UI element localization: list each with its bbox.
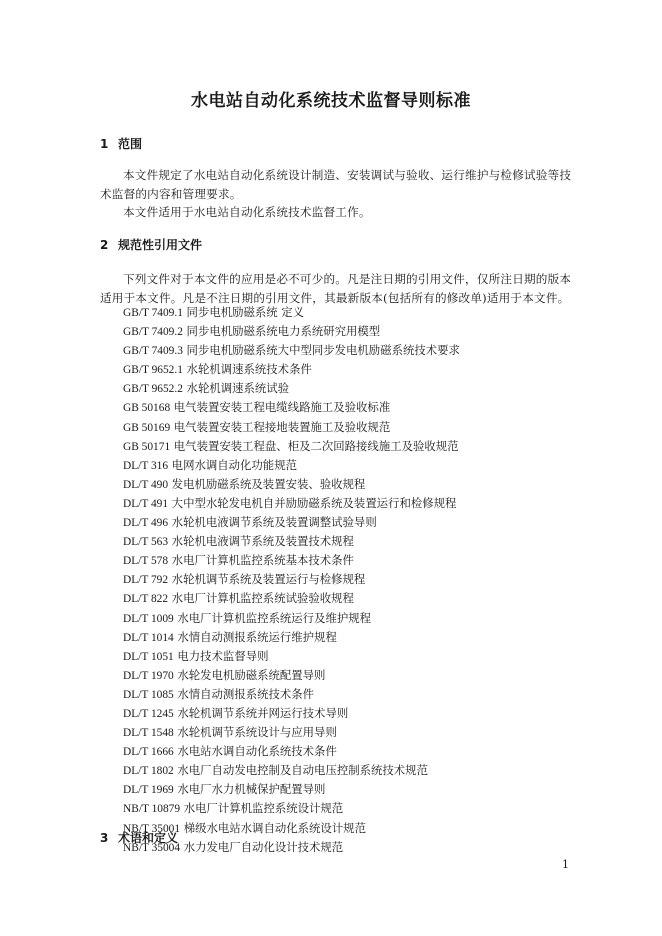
reference-code: GB/T 7409.2 <box>123 326 183 339</box>
reference-item <box>123 647 460 666</box>
reference-item <box>123 513 460 532</box>
reference-item <box>123 437 460 456</box>
reference-item <box>123 685 460 704</box>
reference-title: 同步电机励磁系统大中型同步发电机励磁系统技术要求 <box>186 343 460 358</box>
section-heading-terms-definitions <box>100 829 178 846</box>
reference-code: DL/T 563 <box>123 536 169 549</box>
reference-title: 水力发电厂自动化设计技术规范 <box>183 839 344 854</box>
reference-title: 大中型水轮发电机自并励励磁系统及装置运行和检修规程 <box>171 495 457 510</box>
reference-title: 电网水调自动化功能规范 <box>171 457 297 472</box>
reference-title: 水轮机电液调节系统及装置调整试验导则 <box>171 515 377 530</box>
reference-item <box>123 398 460 417</box>
reference-item <box>123 780 460 799</box>
reference-title: 发电机励磁系统及装置安装、验收规程 <box>171 476 366 491</box>
reference-item <box>123 570 460 589</box>
reference-code: DL/T 316 <box>123 459 169 472</box>
reference-code: DL/T 1245 <box>123 707 174 720</box>
reference-title: 水电厂计算机监控系统试验验收规程 <box>171 591 354 606</box>
reference-item <box>123 379 460 398</box>
normative-intro-paragraph: 下列文件对于本文件的应用是必不可少的。凡是注日期的引用文件，仅所注日期的版本适用于本文件。凡是不注日期的引用文件，其最新版本(包括所有的修改单)适用于本文件。 <box>100 272 572 305</box>
reference-title: 电气装置安装工程盘、柜及二次回路接线施工及验收规范 <box>173 438 459 453</box>
reference-code: GB/T 7409.1 <box>123 307 183 319</box>
reference-item <box>123 475 460 494</box>
reference-title: 水电站水调自动化系统技术条件 <box>177 744 337 759</box>
reference-item <box>123 322 460 341</box>
reference-title: 电力技术监督导则 <box>177 648 269 663</box>
reference-code: DL/T 822 <box>123 593 169 606</box>
reference-title: 水轮机调节系统设计与应用导则 <box>177 725 337 740</box>
reference-code: GB 50168 <box>123 402 171 415</box>
reference-code: DL/T 496 <box>123 517 169 530</box>
section-title: 术语和定义 <box>118 831 179 845</box>
reference-code: DL/T 1548 <box>123 727 174 740</box>
reference-code: NB/T 35001 <box>123 822 181 835</box>
page-number: 1 <box>562 858 569 871</box>
section-heading-normative-references <box>100 236 202 253</box>
reference-title: 水轮发电机励磁系统配置导则 <box>177 667 326 682</box>
reference-title: 电气装置安装工程电缆线路施工及验收标准 <box>173 400 391 415</box>
reference-code: GB/T 7409.3 <box>123 345 183 358</box>
reference-code: DL/T 1009 <box>123 612 174 625</box>
reference-item <box>123 456 460 475</box>
reference-item <box>123 418 460 437</box>
reference-code: NB/T 35004 <box>123 841 181 854</box>
reference-code: NB/T 10879 <box>123 803 181 816</box>
reference-item <box>123 341 460 360</box>
reference-title: 水轮机电液调节系统及装置技术规程 <box>171 534 354 549</box>
reference-code: GB 50169 <box>123 421 171 434</box>
reference-code: DL/T 1666 <box>123 746 174 759</box>
reference-item <box>123 360 460 379</box>
reference-code: DL/T 1802 <box>123 765 174 778</box>
reference-title: 同步电机励磁系统电力系统研究用模型 <box>186 324 381 339</box>
reference-item <box>123 589 460 608</box>
section-heading-scope <box>100 135 142 152</box>
reference-title: 水电厂计算机监控系统基本技术条件 <box>171 553 354 568</box>
reference-title: 同步电机励磁系统 定义 <box>186 305 305 319</box>
reference-title: 水轮机调速系统技术条件 <box>186 362 312 377</box>
reference-item <box>123 799 460 818</box>
reference-item <box>123 303 460 322</box>
reference-title: 水轮机调节系统及装置运行与检修规程 <box>171 572 366 587</box>
reference-code: DL/T 792 <box>123 574 169 587</box>
reference-title: 水电厂水力机械保护配置导则 <box>177 782 326 797</box>
reference-code: DL/T 578 <box>123 555 169 568</box>
reference-item <box>123 494 460 513</box>
section-number: 1 <box>100 137 109 151</box>
reference-title: 水情自动测报系统技术条件 <box>177 686 315 701</box>
document-title: 水电站自动化系统技术监督导则标准 <box>191 91 471 111</box>
section-number: 2 <box>100 238 109 252</box>
reference-item <box>123 551 460 570</box>
reference-item <box>123 761 460 780</box>
reference-title: 水情自动测报系统运行维护规程 <box>177 629 337 644</box>
scope-paragraph-1: 本文件规定了水电站自动化系统设计制造、安装调试与验收、运行维护与检修试验等技术监督的内容和管理要求。 <box>100 168 572 201</box>
reference-code: GB 50171 <box>123 440 171 453</box>
reference-code: DL/T 1014 <box>123 631 174 644</box>
reference-code: DL/T 1969 <box>123 784 174 797</box>
reference-title: 水轮机调速系统试验 <box>186 381 290 396</box>
reference-title: 水电厂计算机监控系统运行及维护规程 <box>177 610 372 625</box>
reference-code: DL/T 490 <box>123 478 169 491</box>
section-title: 规范性引用文件 <box>118 238 203 252</box>
reference-code: DL/T 1085 <box>123 688 174 701</box>
reference-code: DL/T 1970 <box>123 669 174 682</box>
reference-item <box>123 742 460 761</box>
reference-code: GB/T 9652.2 <box>123 383 183 396</box>
reference-title: 水电厂计算机监控系统设计规范 <box>183 801 344 816</box>
section-title: 范围 <box>118 137 143 151</box>
reference-item <box>123 628 460 647</box>
reference-title: 梯级水电站水调自动化系统设计规范 <box>183 820 366 835</box>
reference-code: DL/T 491 <box>123 497 169 510</box>
reference-title: 水电厂自动发电控制及自动电压控制系统技术规范 <box>177 763 428 778</box>
reference-title: 电气装置安装工程接地装置施工及验收规范 <box>173 419 391 434</box>
reference-item <box>123 609 460 628</box>
reference-title: 水轮机调节系统并网运行技术导则 <box>177 705 349 720</box>
scope-paragraph-2: 本文件适用于水电站自动化系统技术监督工作。 <box>123 205 371 219</box>
reference-item <box>123 666 460 685</box>
reference-item <box>123 704 460 723</box>
reference-item <box>123 723 460 742</box>
reference-list <box>123 303 460 857</box>
reference-code: GB/T 9652.1 <box>123 364 183 377</box>
reference-code: DL/T 1051 <box>123 650 174 663</box>
section-number: 3 <box>100 831 109 845</box>
reference-item <box>123 532 460 551</box>
